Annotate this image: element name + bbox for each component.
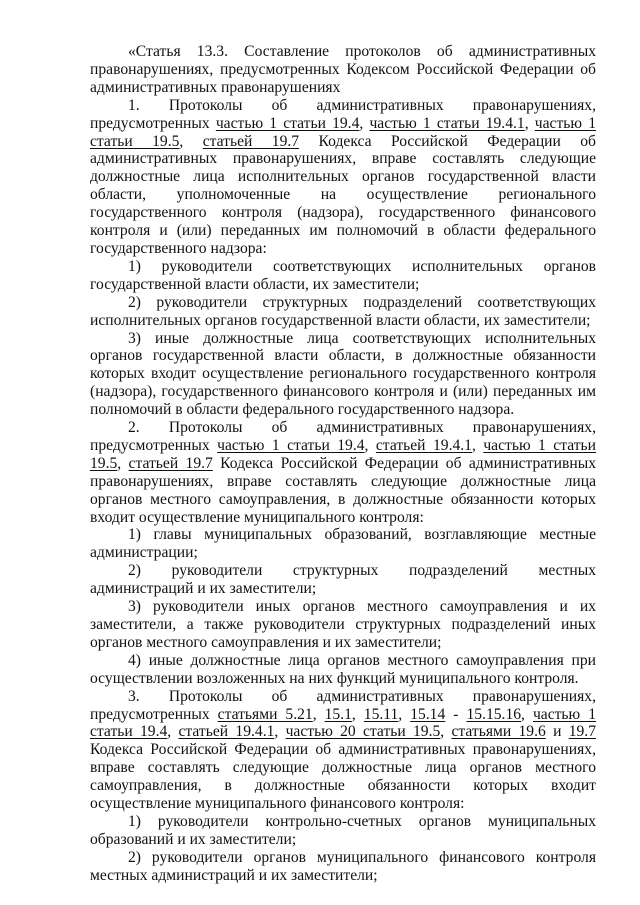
- document-page: [90, 43, 596, 885]
- paragraph-part-1-item-2: [90, 294, 596, 330]
- reference-link[interactable]: 15.11: [363, 705, 399, 723]
- paragraph-text: 1. Протоколы об административных правонарушениях, предусмотренных: [90, 96, 596, 132]
- reference-link[interactable]: частью 1 статьи 19.4: [90, 705, 596, 741]
- reference-link[interactable]: частью 1 статьи 19.5: [90, 114, 596, 150]
- paragraph-text: Кодекса Российской Федерации об административных правонарушениях, вправе составлять следующие должностные лица исполнительных органов государственной власти области, уполномоченные на осуществление регионального государственного контроля (надзора), государственного финансового контроля и (или) переданных им полномочий в области федерального государственного надзора:: [90, 132, 596, 257]
- reference-link[interactable]: частью 1 статьи 19.4: [215, 114, 360, 132]
- paragraph-text: ,: [312, 705, 325, 723]
- paragraph-text: и: [545, 723, 569, 741]
- paragraph-part-2-item-4: [90, 652, 596, 688]
- paragraph-part-2-item-3: [90, 598, 596, 652]
- reference-link[interactable]: частью 1 статьи 19.5: [90, 436, 597, 472]
- reference-link[interactable]: частью 1 статьи 19.4: [217, 436, 365, 454]
- reference-link[interactable]: статьей 19.7: [202, 132, 300, 150]
- reference-link[interactable]: частью 1 статьи 19.4.1: [369, 114, 525, 132]
- paragraph-text: 4) иные должностные лица органов местного самоуправления при осуществлении возложенных на них функций муниципального контроля.: [90, 651, 596, 687]
- paragraph-text: ,: [359, 114, 370, 132]
- paragraph-text: 1) главы муниципальных образований, возглавляющие местные администрации;: [90, 526, 596, 562]
- reference-link[interactable]: статьей 19.4.1: [178, 723, 275, 741]
- paragraph-part-1-item-3: [90, 330, 596, 420]
- reference-link[interactable]: 15.14: [410, 705, 446, 723]
- paragraph-text: ,: [274, 723, 286, 741]
- paragraph-text: ,: [117, 454, 129, 472]
- paragraph-text: «Статья 13.3. Составление протоколов об административных правонарушениях, предусмотренных Кодексом Российской Федерации об административных правонарушениях: [90, 43, 596, 96]
- reference-link[interactable]: статьями 5.21: [217, 705, 313, 723]
- paragraph-text: ,: [398, 705, 411, 723]
- paragraph-part-2-item-1: [90, 526, 596, 562]
- paragraph-part-2: [90, 419, 596, 526]
- paragraph-part-1: [90, 97, 596, 258]
- paragraph-text: ,: [167, 723, 179, 741]
- paragraph-text: 1) руководители контрольно-счетных органов муниципальных образований и их заместители;: [90, 812, 596, 848]
- reference-link[interactable]: статьями 19.6: [451, 723, 546, 741]
- paragraph-text: ,: [351, 705, 364, 723]
- paragraph-part-2-item-2: [90, 562, 596, 598]
- paragraph-text: ,: [521, 705, 533, 723]
- paragraph-text: 3) руководители иных органов местного самоуправления и их заместители, а также руководители структурных подразделений иных органов местного самоуправления и их заместители;: [90, 598, 596, 651]
- reference-link[interactable]: частью 20 статьи 19.5: [285, 723, 441, 741]
- paragraph-text: ,: [179, 132, 203, 150]
- paragraph-text: 2) руководители структурных подразделений местных администраций и их заместители;: [90, 562, 596, 598]
- reference-link[interactable]: 15.15.16: [466, 705, 522, 723]
- paragraph-text: 3. Протоколы об административных правонарушениях, предусмотренных: [90, 687, 596, 723]
- paragraph-text: -: [445, 705, 467, 723]
- paragraph-text: ,: [364, 436, 376, 454]
- paragraph-text: 2) руководители структурных подразделений соответствующих исполнительных органов государственной власти области, их заместители;: [90, 293, 596, 329]
- reference-link[interactable]: 19.7: [568, 723, 596, 741]
- paragraph-text: Кодекса Российской Федерации об административных правонарушениях, вправе составлять следующие должностные лица органов местного самоуправления, в должностные обязанности которых входит осуществление муниципального контроля:: [90, 454, 596, 526]
- reference-link[interactable]: статьей 19.7: [128, 454, 213, 472]
- paragraph-text: ,: [524, 114, 535, 132]
- reference-link[interactable]: 15.1: [324, 705, 352, 723]
- paragraph-text: 2. Протоколы об административных правонарушениях, предусмотренных: [90, 419, 596, 454]
- paragraph-text: 1) руководители соответствующих исполнительных органов государственной власти области, их заместители;: [90, 257, 596, 293]
- paragraph-article-title: [90, 43, 596, 97]
- paragraph-part-1-item-1: [90, 258, 596, 294]
- paragraph-text: Кодекса Российской Федерации об административных правонарушениях, вправе составлять следующие должностные лица органов местного самоуправления, в должностные обязанности которых входит осуществление муниципального финансового контроля:: [90, 741, 596, 813]
- paragraph-part-3-item-2: [90, 849, 596, 885]
- paragraph-text: 3) иные должностные лица соответствующих исполнительных органов государственной власти области, в должностные обязанности которых входит осуществление регионального государственного контроля (надзора), государственного финансового контроля и (или) переданных им полномочий в области федерального государственного надзора.: [90, 329, 596, 419]
- paragraph-text: ,: [471, 436, 484, 454]
- paragraph-part-3-item-1: [90, 813, 596, 849]
- paragraph-text: ,: [440, 723, 452, 741]
- reference-link[interactable]: статьей 19.4.1: [375, 436, 472, 454]
- paragraph-part-3: [90, 688, 596, 813]
- paragraph-text: 2) руководители органов муниципального финансового контроля местных администраций и их заместители;: [90, 848, 596, 884]
